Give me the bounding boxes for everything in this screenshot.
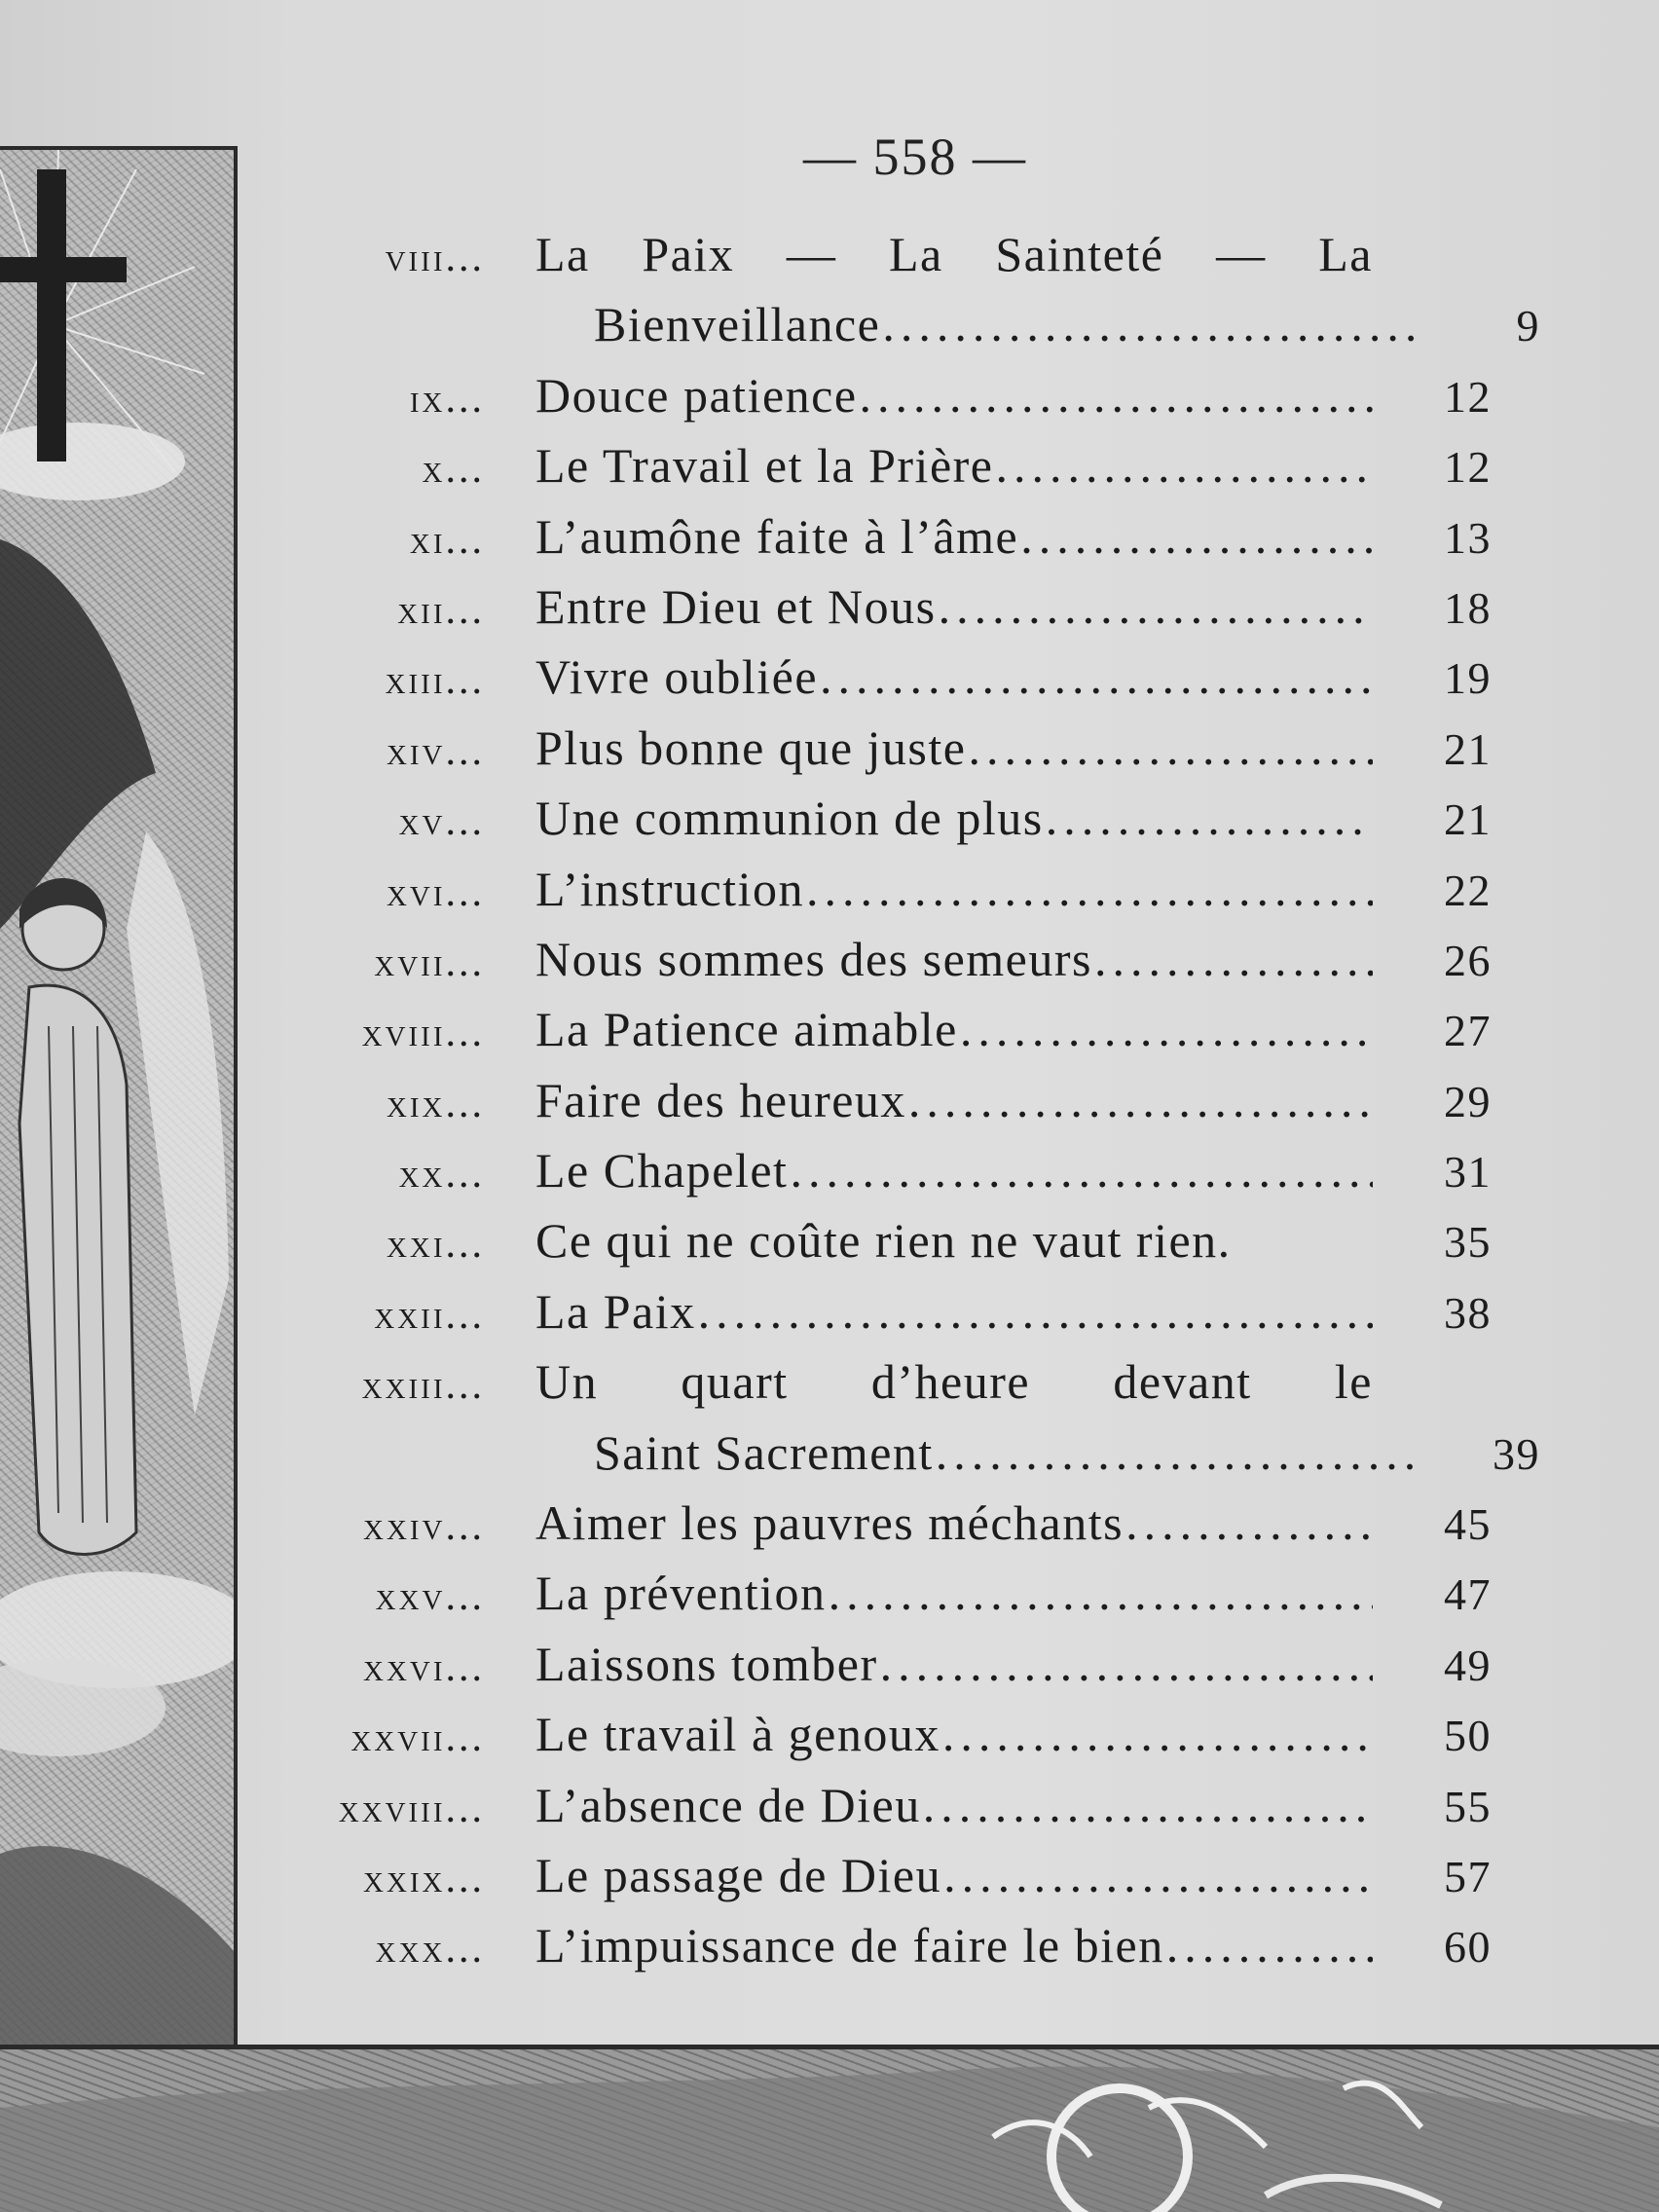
dot-leader: [820, 648, 1373, 705]
chapter-numeral: xxiii...: [361, 1363, 485, 1409]
chapter-page-number: 60: [1444, 1922, 1492, 1972]
toc-entry: [292, 578, 1558, 648]
chapter-title-line1: La Paix — La Sainteté — La: [535, 227, 1373, 281]
page-number: — 558 —: [803, 128, 1027, 186]
chapter-title: Faire des heureux: [535, 1072, 906, 1127]
chapter-page-number: 39: [1493, 1428, 1540, 1479]
dot-leader: [908, 1072, 1373, 1128]
engraving-bottom-frame: [0, 2045, 1659, 2212]
chapter-page-number: 13: [1444, 512, 1492, 563]
chapter-title: L’impuissance de faire le bien: [535, 1918, 1164, 1973]
toc-entry: [292, 226, 1558, 367]
chapter-title: Laissons tomber: [535, 1636, 878, 1691]
chapter-numeral: xii...: [397, 587, 485, 633]
toc-entry: [292, 1847, 1558, 1917]
chapter-title: Saint Sacrement: [593, 1424, 934, 1480]
chapter-page-number: 57: [1444, 1851, 1492, 1901]
dot-leader: [923, 1777, 1373, 1833]
chapter-title: Plus bonne que juste: [535, 719, 967, 775]
toc-entry: [292, 861, 1558, 931]
chapter-page-number: 47: [1444, 1569, 1492, 1620]
dot-leader: [943, 1847, 1373, 1903]
chapter-title: L’instruction: [535, 861, 804, 916]
toc-entry: [292, 719, 1558, 790]
chapter-page-number: 22: [1444, 865, 1492, 915]
chapter-title: Le Chapelet: [535, 1143, 789, 1198]
chapter-title: Le travail à genoux: [535, 1707, 940, 1762]
chapter-title: Le passage de Dieu: [535, 1847, 942, 1902]
chapter-page-number: 12: [1444, 442, 1492, 493]
toc-entry: [292, 1353, 1558, 1494]
chapter-title: Bienveillance: [593, 297, 881, 352]
chapter-numeral: x...: [422, 447, 485, 493]
chapter-page-number: 18: [1444, 582, 1492, 633]
chapter-numeral: xiv...: [386, 728, 485, 774]
dot-leader: [882, 296, 1422, 352]
dot-leader: [936, 1424, 1422, 1481]
engraving-illustration: [0, 146, 238, 2058]
chapter-numeral: xx...: [398, 1152, 485, 1198]
dot-leader: [1046, 790, 1373, 846]
chapter-title: Le Travail et la Prière: [535, 438, 994, 494]
chapter-page-number: 35: [1444, 1217, 1492, 1268]
chapter-title: Ce qui ne coûte rien ne vaut rien.: [535, 1213, 1232, 1269]
chapter-title: Nous sommes des semeurs: [535, 931, 1092, 986]
dot-leader: [829, 1565, 1373, 1621]
toc-entry: [292, 1565, 1558, 1635]
chapter-title: Vivre oubliée: [535, 649, 819, 705]
toc-entry: [292, 1142, 1558, 1212]
dot-leader: [698, 1283, 1373, 1340]
chapter-page-number: 12: [1444, 371, 1492, 422]
toc-entry: [292, 648, 1558, 719]
chapter-title-line1: Un quart d’heure devant le: [535, 1354, 1373, 1410]
dot-leader: [1094, 931, 1373, 987]
chapter-numeral: xxv...: [375, 1574, 485, 1620]
chapter-page-number: 29: [1444, 1076, 1492, 1126]
dot-leader: [968, 719, 1373, 776]
toc-entry: [292, 1917, 1558, 1987]
chapter-numeral: xix...: [386, 1081, 485, 1126]
chapter-page-number: 50: [1444, 1711, 1492, 1761]
toc-entry: [292, 437, 1558, 507]
chapter-numeral: xviii...: [361, 1011, 485, 1056]
dot-leader: [880, 1636, 1373, 1692]
chapter-title: L’aumône faite à l’âme: [535, 508, 1019, 564]
chapter-title: Une communion de plus: [535, 791, 1044, 846]
dot-leader: [860, 367, 1373, 424]
chapter-page-number: 19: [1444, 653, 1492, 704]
toc-entry: [292, 1777, 1558, 1847]
chapter-title: La Patience aimable: [535, 1002, 958, 1057]
chapter-title: Douce patience: [535, 367, 858, 423]
toc-entry: [292, 1636, 1558, 1706]
chapter-page-number: 21: [1444, 723, 1492, 774]
chapter-page-number: 26: [1444, 935, 1492, 985]
chapter-numeral: xxvi...: [363, 1644, 485, 1690]
chapter-numeral: xi...: [409, 517, 485, 563]
chapter-title: Aimer les pauvres méchants: [535, 1495, 1124, 1551]
chapter-numeral: viii...: [385, 236, 485, 280]
chapter-page-number: 27: [1444, 1006, 1492, 1056]
chapter-numeral: xxix...: [363, 1856, 485, 1901]
toc-entry: [292, 1212, 1558, 1282]
chapter-title: L’absence de Dieu: [535, 1777, 921, 1832]
chapter-numeral: xxvii...: [350, 1715, 485, 1761]
chapter-numeral: ix...: [409, 376, 485, 422]
chapter-title: La prévention: [535, 1566, 827, 1621]
toc-entry: [292, 1001, 1558, 1071]
chapter-page-number: 31: [1444, 1147, 1492, 1198]
dot-leader: [1020, 508, 1373, 565]
toc-entry: [292, 1706, 1558, 1776]
chapter-numeral: xvii...: [374, 940, 485, 985]
dot-leader: [806, 861, 1373, 917]
chapter-numeral: xxviii...: [338, 1786, 485, 1831]
chapter-numeral: xiii...: [385, 658, 485, 704]
dot-leader: [960, 1001, 1373, 1057]
toc-entry: [292, 367, 1558, 437]
dot-leader: [790, 1142, 1373, 1198]
chapter-page-number: 55: [1444, 1781, 1492, 1831]
toc-entry: [292, 1072, 1558, 1142]
chapter-numeral: xvi...: [386, 869, 485, 915]
dot-leader: [942, 1706, 1373, 1762]
chapter-numeral: xxii...: [374, 1292, 485, 1338]
toc-entry: [292, 790, 1558, 860]
toc-entry: [292, 1494, 1558, 1565]
chapter-title: La Paix: [535, 1283, 696, 1339]
chapter-page-number: 9: [1516, 301, 1540, 351]
chapter-page-number: 38: [1444, 1287, 1492, 1338]
chapter-page-number: 49: [1444, 1640, 1492, 1690]
chapter-page-number: 45: [1444, 1499, 1492, 1550]
toc-entry: [292, 1283, 1558, 1353]
chapter-numeral: xxiv...: [363, 1504, 485, 1550]
dot-leader: [1125, 1494, 1373, 1551]
table-of-contents: [292, 226, 1558, 1988]
dot-leader: [996, 437, 1374, 494]
toc-entry: [292, 508, 1558, 578]
cross-icon: [37, 169, 66, 461]
toc-entry: [292, 931, 1558, 1001]
chapter-numeral: xxi...: [386, 1222, 485, 1268]
angel-engraving-image: [0, 150, 234, 2058]
chapter-title: Entre Dieu et Nous: [535, 578, 937, 634]
chapter-numeral: xv...: [398, 799, 485, 845]
chapter-page-number: 21: [1444, 794, 1492, 845]
chapter-numeral: xxx...: [375, 1927, 485, 1972]
dot-leader: [1166, 1917, 1373, 1973]
dot-leader: [939, 578, 1373, 635]
